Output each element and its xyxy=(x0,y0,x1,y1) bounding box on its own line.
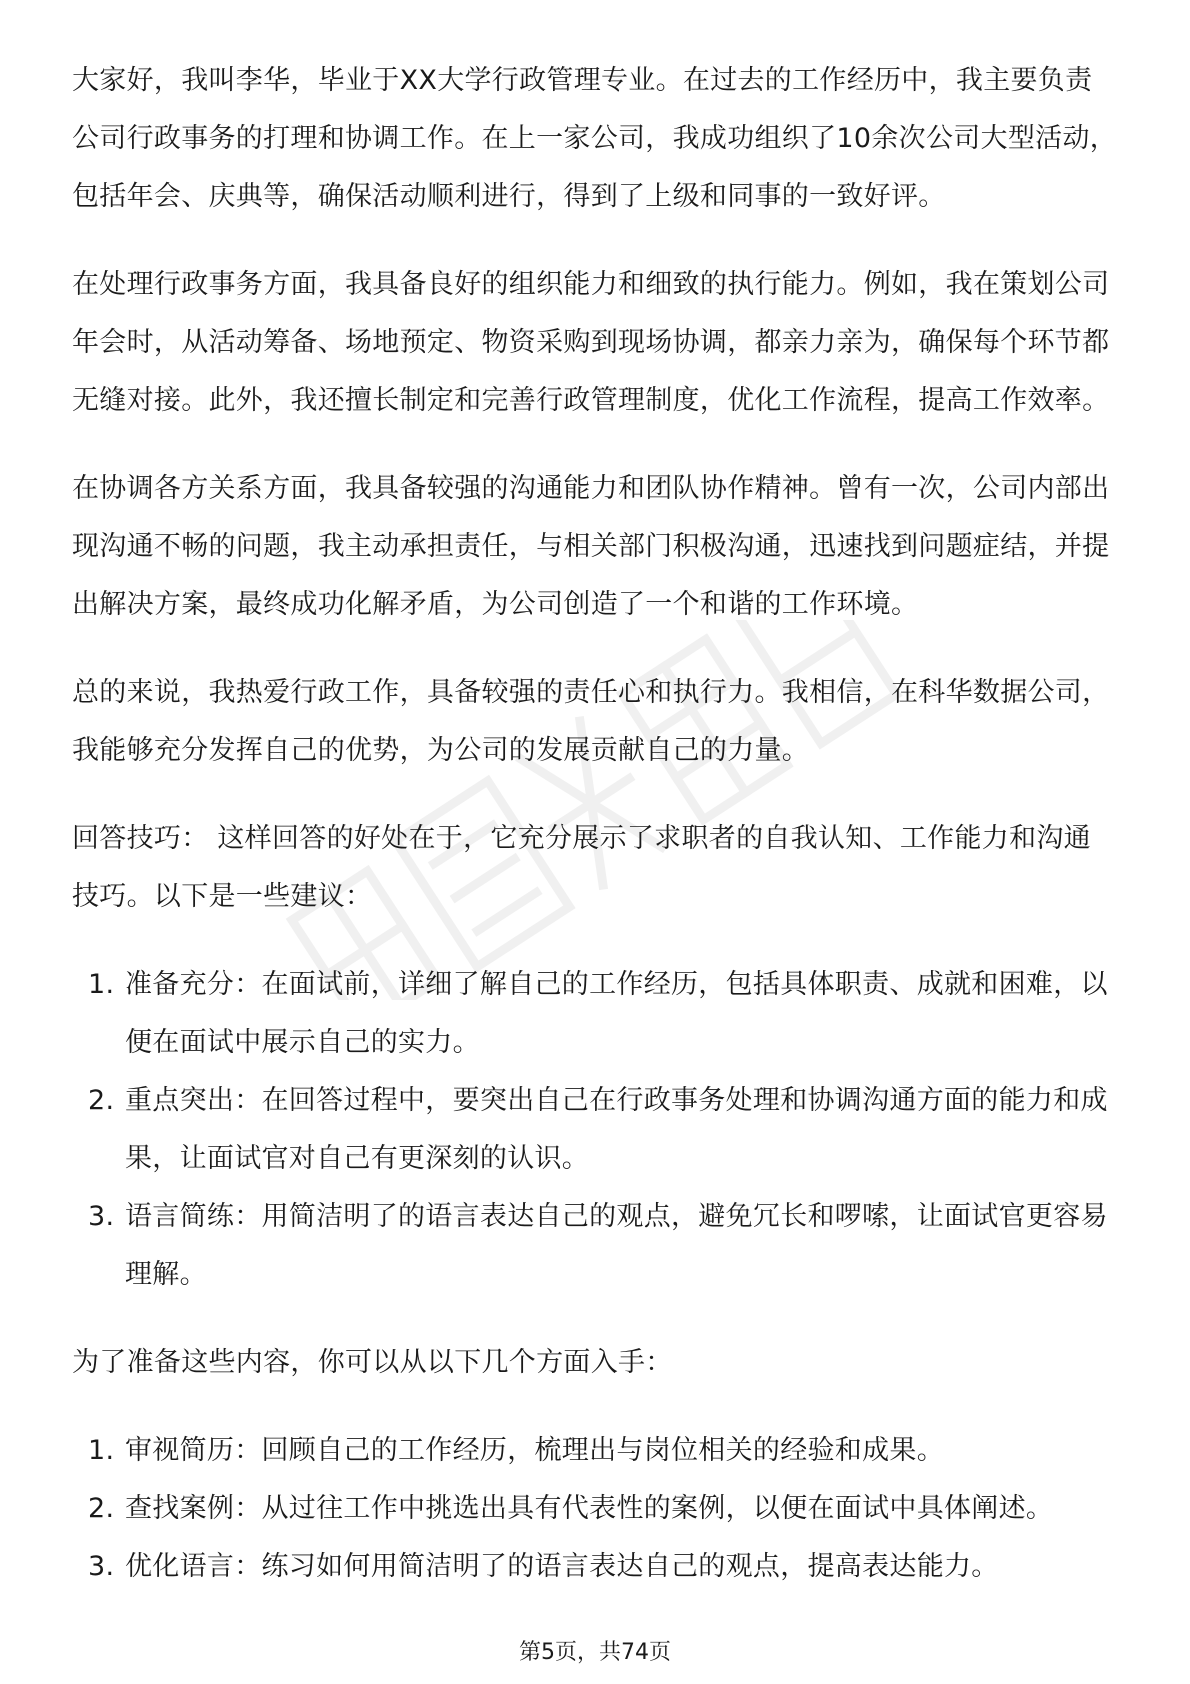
paragraph-admin-skills: 在处理行政事务方面，我具备良好的组织能力和细致的执行能力。例如，我在策划公司年会时，从活动筹备、场地预定、物资采购到现场协调，都亲力亲为，确保每个环节都无缝对接。此外，我还擅长制定和完善行政管理制度，优化工作流程，提高工作效率。 xyxy=(72,269,1110,416)
list-number: 1. xyxy=(88,1435,115,1466)
paragraph-summary: 总的来说，我热爱行政工作，具备较强的责任心和执行力。我相信，在科华数据公司，我能够充分发挥自己的优势，为公司的发展贡献自己的力量。 xyxy=(72,677,1110,766)
list-number: 2. xyxy=(88,1085,115,1116)
list-item xyxy=(72,1188,1118,1304)
list-item xyxy=(72,1072,1118,1188)
list-number: 3. xyxy=(88,1551,115,1582)
page-number: 第5页，共74页 xyxy=(519,1640,671,1665)
list-item xyxy=(72,1480,1118,1538)
list-item-text: 查找案例：从过往工作中挑选出具有代表性的案例，以便在面试中具体阐述。 xyxy=(125,1493,1054,1524)
list-item-text: 语言简练：用简洁明了的语言表达自己的观点，避免冗长和啰嗦，让面试官更容易理解。 xyxy=(125,1201,1108,1290)
list-item-text: 优化语言：练习如何用简洁明了的语言表达自己的观点，提高表达能力。 xyxy=(125,1551,999,1582)
list-item-text: 审视简历：回顾自己的工作经历，梳理出与岗位相关的经验和成果。 xyxy=(125,1435,944,1466)
paragraph-intro: 大家好，我叫李华，毕业于XX大学行政管理专业。在过去的工作经历中，我主要负责公司行政事务的打理和协调工作。在上一家公司，我成功组织了10余次公司大型活动，包括年会、庆典等，确保活动顺利进行，得到了上级和同事的一致好评。 xyxy=(72,65,1118,212)
paragraph-preparation: 为了准备这些内容，你可以从以下几个方面入手： xyxy=(72,1347,673,1378)
preparation-list xyxy=(72,1422,1118,1596)
list-item-text: 重点突出：在回答过程中，要突出自己在行政事务处理和协调沟通方面的能力和成果，让面试官对自己有更深刻的认识。 xyxy=(125,1085,1108,1174)
document-body xyxy=(72,52,1118,1626)
list-number: 1. xyxy=(88,969,115,1000)
paragraph-answer-tips: 回答技巧： 这样回答的好处在于，它充分展示了求职者的自我认知、工作能力和沟通技巧。以下是一些建议： xyxy=(72,823,1091,912)
list-item xyxy=(72,956,1118,1072)
tips-list xyxy=(72,956,1118,1304)
list-number: 3. xyxy=(88,1201,115,1232)
list-item-text: 准备充分：在面试前，详细了解自己的工作经历，包括具体职责、成就和困难，以便在面试中展示自己的实力。 xyxy=(125,969,1108,1058)
list-item xyxy=(72,1422,1118,1480)
list-number: 2. xyxy=(88,1493,115,1524)
paragraph-coordination: 在协调各方关系方面，我具备较强的沟通能力和团队协作精神。曾有一次，公司内部出现沟通不畅的问题，我主动承担责任，与相关部门积极沟通，迅速找到问题症结，并提出解决方案，最终成功化解矛盾，为公司创造了一个和谐的工作环境。 xyxy=(72,473,1110,620)
list-item xyxy=(72,1538,1118,1596)
